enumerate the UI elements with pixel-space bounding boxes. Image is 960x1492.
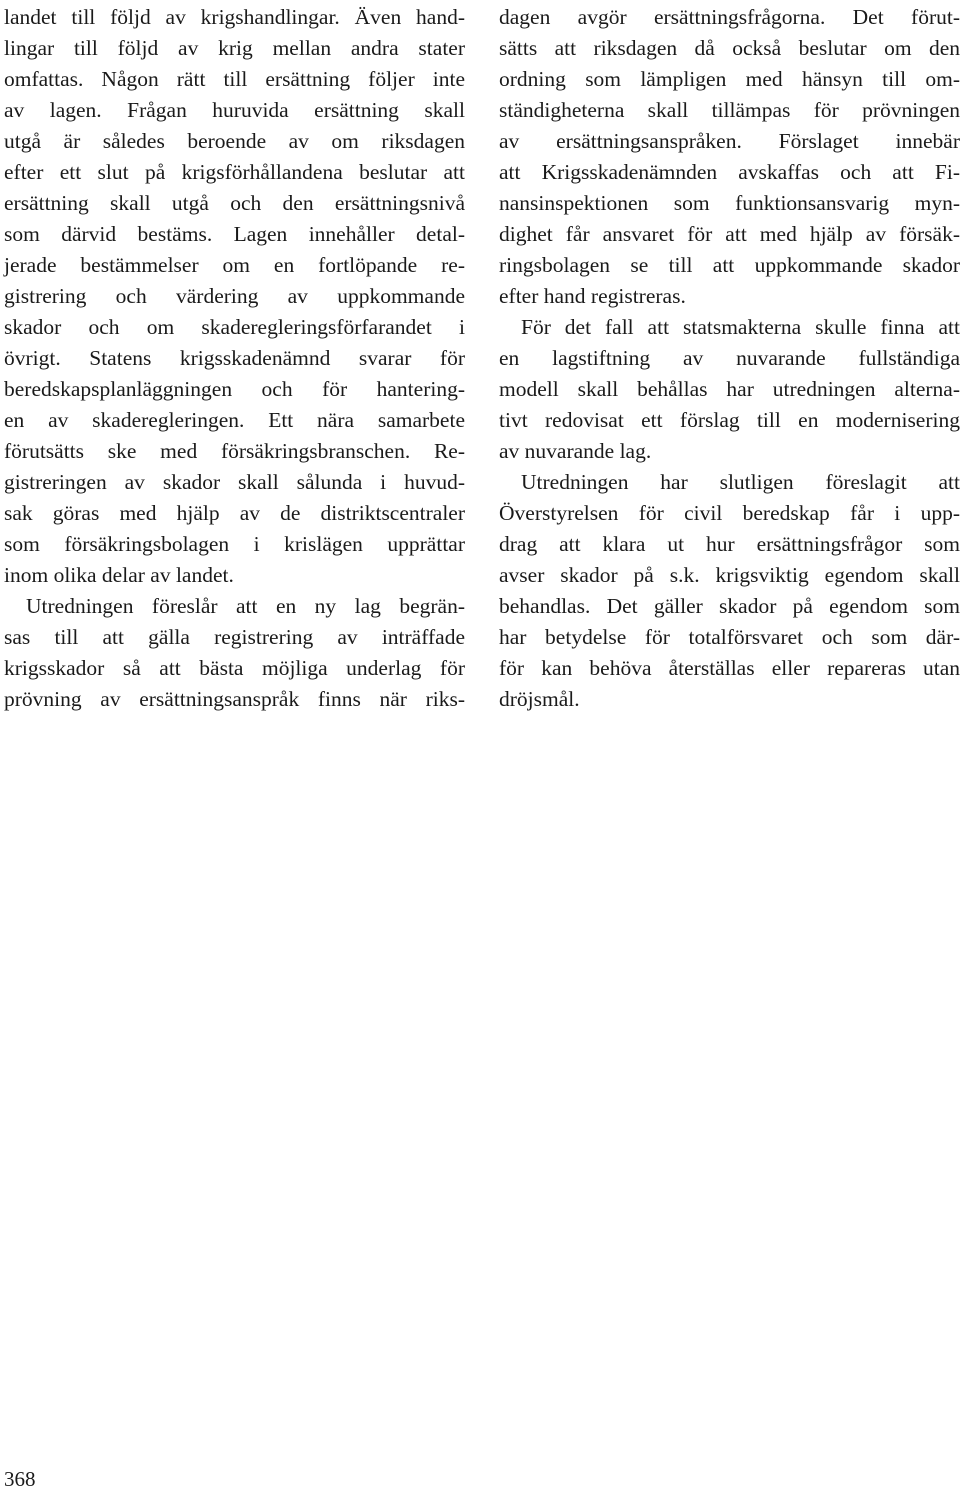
text-line: Utredningen har slutligen föreslagit att bbox=[521, 470, 960, 494]
text-line: modell skall behållas har utredningen alterna- bbox=[499, 377, 960, 401]
text-line: att Krigsskadenämnden avskaffas och att Fi- bbox=[499, 160, 960, 184]
text-line: efter ett slut på krigsförhållandena beslutar att bbox=[4, 160, 465, 184]
text-line: drag att klara ut hur ersättningsfrågor som bbox=[499, 532, 960, 556]
text-line: sas till att gälla registrering av inträffade bbox=[4, 625, 465, 649]
text-line: gistrering och värdering av uppkommande bbox=[4, 284, 465, 308]
text-line: ordning som lämpligen med hänsyn till om- bbox=[499, 67, 960, 91]
text-line: nansinspektionen som funktionsansvarig myn- bbox=[499, 191, 960, 215]
text-line: övrigt. Statens krigsskadenämnd svarar för bbox=[4, 346, 465, 370]
text-line: Överstyrelsen för civil beredskap får i upp- bbox=[499, 501, 960, 525]
text-line: av ersättningsanspråken. Förslaget innebär bbox=[499, 129, 960, 153]
text-line: avser skador på s.k. krigsviktig egendom skall bbox=[499, 563, 960, 587]
text-line: sätts att riksdagen då också beslutar om den bbox=[499, 36, 960, 60]
text-line: jerade bestämmelser om en fortlöpande re- bbox=[4, 253, 465, 277]
text-line: landet till följd av krigshandlingar. Även hand- bbox=[4, 5, 465, 29]
text-line: dighet får ansvaret för att med hjälp av försäk- bbox=[499, 222, 960, 246]
text-line: för kan behöva återställas eller repareras utan bbox=[499, 656, 960, 680]
right-text-column bbox=[499, 2, 960, 715]
text-line: av lagen. Frågan huruvida ersättning skall bbox=[4, 98, 465, 122]
text-line: ersättning skall utgå och den ersättningsnivå bbox=[4, 191, 465, 215]
text-line: utgå är således beroende av om riksdagen bbox=[4, 129, 465, 153]
text-line: ständigheterna skall tillämpas för prövningen bbox=[499, 98, 960, 122]
text-line: som därvid bestäms. Lagen innehåller detal- bbox=[4, 222, 465, 246]
text-line: För det fall att statsmakterna skulle finna att bbox=[521, 315, 960, 339]
text-line: ringsbolagen se till att uppkommande skador bbox=[499, 253, 960, 277]
text-line: sak göras med hjälp av de distriktscentraler bbox=[4, 501, 465, 525]
text-line: av nuvarande lag. bbox=[499, 439, 652, 463]
text-line: prövning av ersättningsanspråk finns när riks- bbox=[4, 687, 465, 711]
left-text-column bbox=[4, 2, 465, 715]
text-line: beredskapsplanläggningen och för hantering- bbox=[4, 377, 465, 401]
text-line: inom olika delar av landet. bbox=[4, 563, 234, 587]
text-line: förutsätts ske med försäkringsbranschen. Re- bbox=[4, 439, 465, 463]
text-line: Utredningen föreslår att en ny lag begrän- bbox=[26, 594, 465, 618]
text-line: lingar till följd av krig mellan andra stater bbox=[4, 36, 465, 60]
text-line: gistreringen av skador skall sålunda i huvud- bbox=[4, 470, 465, 494]
text-line: har betydelse för totalförsvaret och som där- bbox=[499, 625, 960, 649]
text-line: omfattas. Någon rätt till ersättning följer inte bbox=[4, 67, 465, 91]
text-line: dagen avgör ersättningsfrågorna. Det förut- bbox=[499, 5, 960, 29]
text-line: behandlas. Det gäller skador på egendom som bbox=[499, 594, 960, 618]
text-line: en lagstiftning av nuvarande fullständiga bbox=[499, 346, 960, 370]
text-line: efter hand registreras. bbox=[499, 284, 686, 308]
text-line: krigsskador så att bästa möjliga underlag för bbox=[4, 656, 465, 680]
text-line: tivt redovisat ett förslag till en modernisering bbox=[499, 408, 960, 432]
page-number: 368 bbox=[4, 1467, 36, 1491]
text-line: dröjsmål. bbox=[499, 687, 580, 711]
text-line: en av skaderegleringen. Ett nära samarbete bbox=[4, 408, 465, 432]
text-line: skador och om skaderegleringsförfarandet i bbox=[4, 315, 465, 339]
text-line: som försäkringsbolagen i krislägen upprättar bbox=[4, 532, 465, 556]
